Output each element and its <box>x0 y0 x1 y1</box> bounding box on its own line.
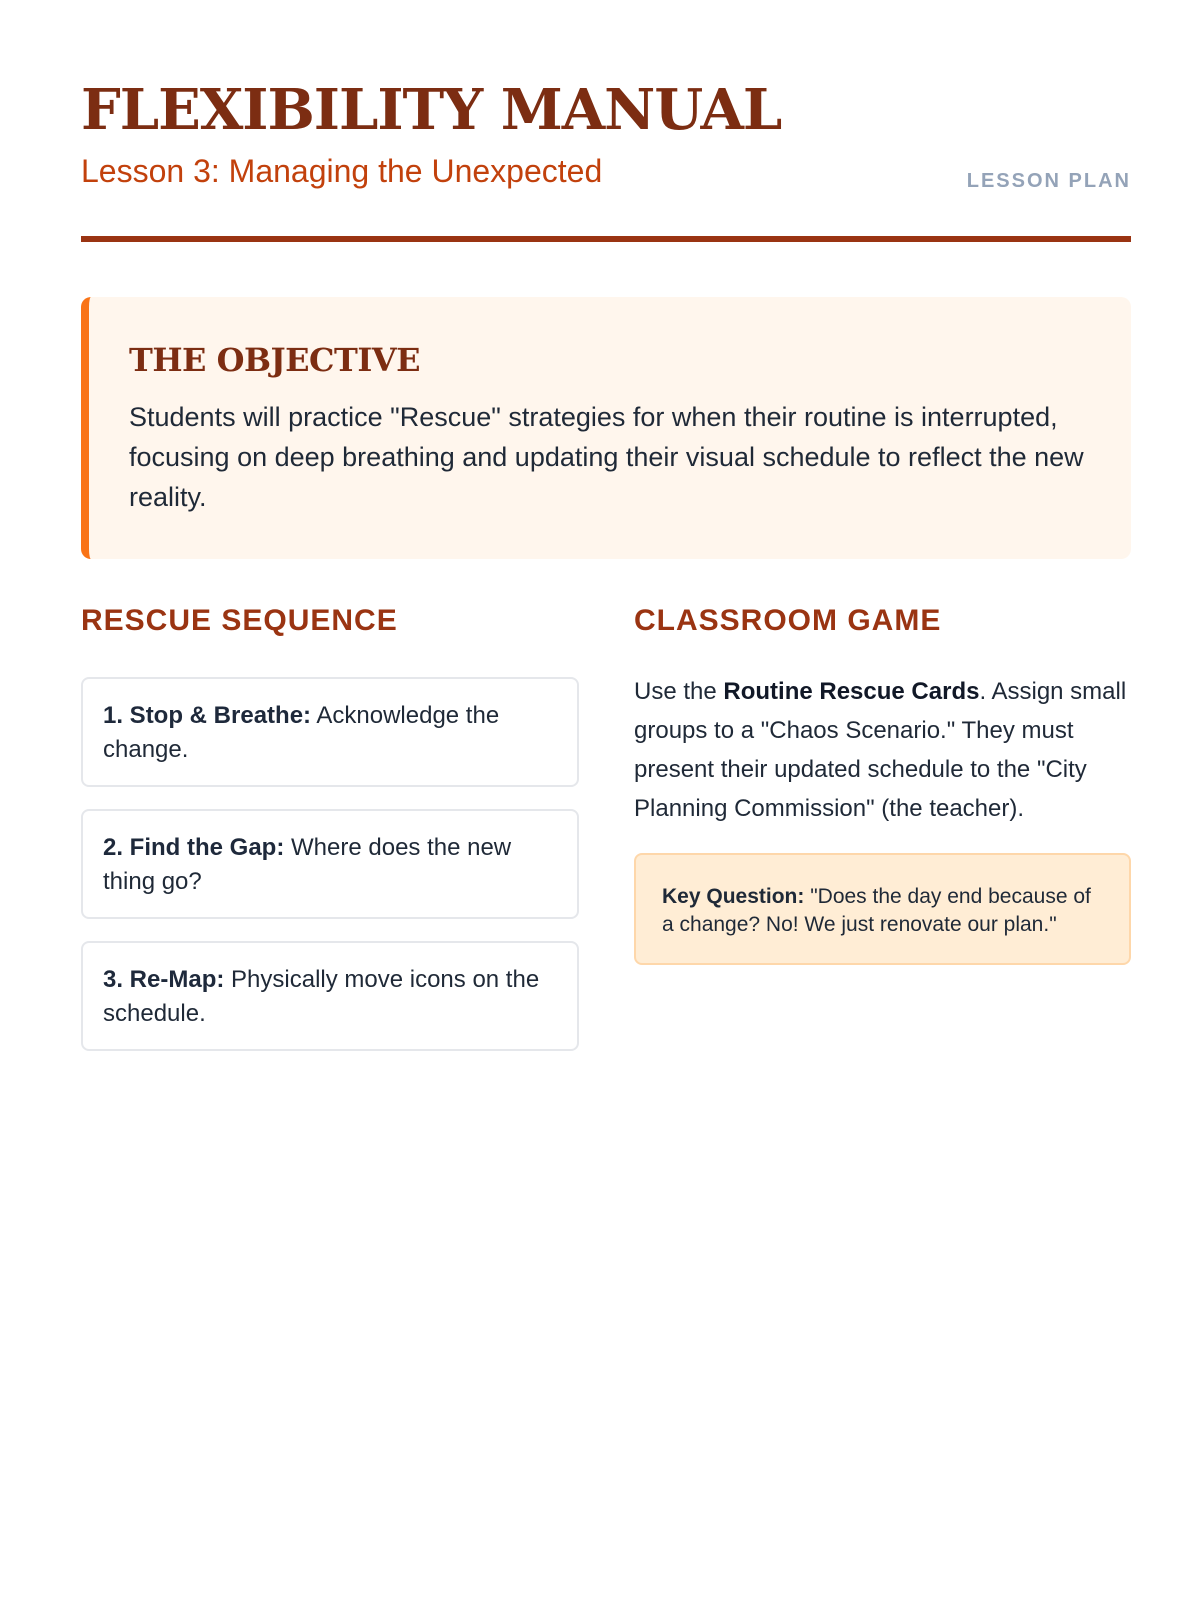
game-cards-name: Routine Rescue Cards <box>723 678 980 705</box>
page-title: FLEXIBILITY MANUAL <box>81 77 782 143</box>
key-question-label: Key Question: <box>662 885 805 908</box>
key-question-text: "Does the day end because of a change? No! We just renovate our plan." <box>662 885 1091 936</box>
step-label: 3. Re-Map: <box>103 966 225 993</box>
rescue-step-card <box>81 941 579 1051</box>
step-text: Where does the new thing go? <box>103 834 512 895</box>
doc-type-label: LESSON PLAN <box>966 170 1131 192</box>
classroom-game-text <box>634 672 1134 828</box>
rescue-step-card <box>81 677 579 787</box>
lesson-subtitle: Lesson 3: Managing the Unexpected <box>81 153 603 189</box>
key-question-box <box>634 853 1131 965</box>
step-text: Acknowledge the change. <box>103 702 500 763</box>
step-label: 2. Find the Gap: <box>103 834 285 861</box>
step-text: Physically move icons on the schedule. <box>103 966 540 1027</box>
objective-text: Students will practice "Rescue" strategies for when their routine is interrupted, focusing on deep breathing and updating their visual schedule to reflect the new reality. <box>129 402 1084 512</box>
objective-box <box>81 297 1131 559</box>
game-text-after: . Assign small groups to a "Chaos Scenario." They must present their updated schedule to the "City Planning Commission" (the teacher). <box>634 678 1127 822</box>
rescue-sequence-heading: RESCUE SEQUENCE <box>81 604 398 637</box>
objective-heading: THE OBJECTIVE <box>129 341 420 379</box>
lesson-page <box>81 0 1131 1027</box>
classroom-game-heading: CLASSROOM GAME <box>634 604 942 637</box>
header-divider <box>81 236 1131 242</box>
page-header <box>81 0 1131 244</box>
step-label: 1. Stop & Breathe: <box>103 702 312 729</box>
game-text-before: Use the <box>634 678 724 705</box>
rescue-step-card <box>81 809 579 919</box>
